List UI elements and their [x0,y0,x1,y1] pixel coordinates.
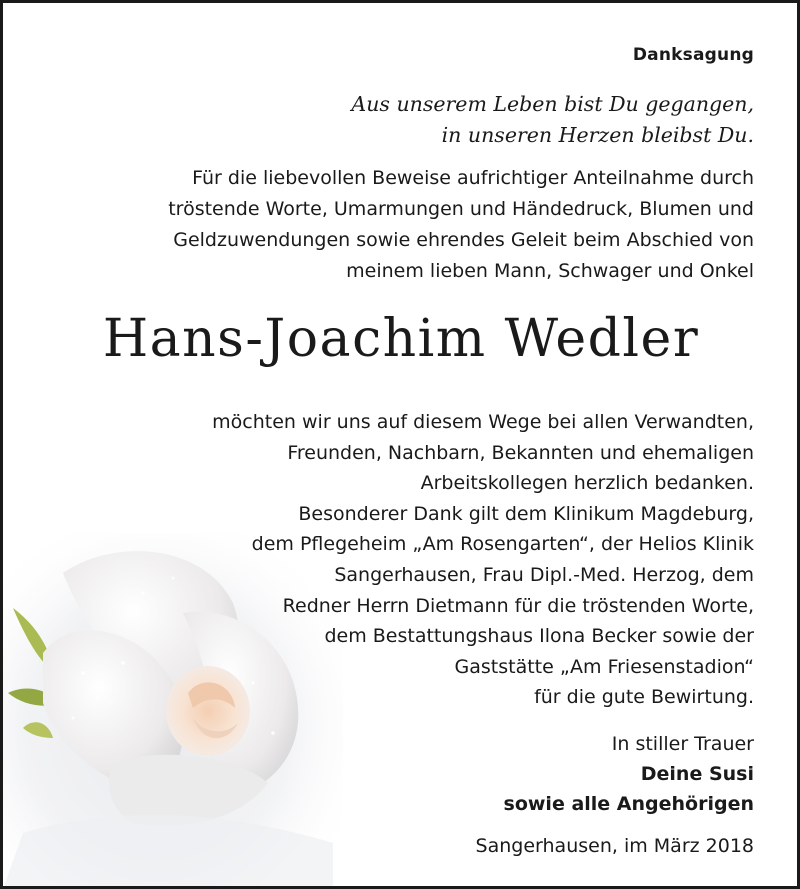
thanks-line: dem Pflegeheim „Am Rosengarten“, der Helios Klinik [251,533,754,556]
place-date: Sangerhausen, im März 2018 [475,835,754,857]
thanks-line: möchten wir uns auf diesem Wege bei allen Verwandten, [212,411,754,433]
thanks-line: Besonderer Dank gilt dem Klinikum Magdeburg, [298,502,754,525]
intro-paragraph [54,163,754,287]
signer-name: Deine Susi [640,763,754,785]
signature-block [504,729,754,819]
thanks-line: Redner Herrn Dietmann für die tröstenden Worte, [282,594,754,617]
motto-line: in unseren Herzen bleibst Du. [441,123,754,147]
mourning-line: In stiller Trauer [611,733,754,755]
thanks-line: Gaststätte „Am Friesenstadion“ [454,655,754,678]
thanks-line: Arbeitskollegen herzlich bedanken. [420,472,754,495]
intro-line: Geldzuwendungen sowie ehrendes Geleit beim Abschied von [173,229,754,251]
signer-relatives: sowie alle Angehörigen [503,793,754,815]
thanks-line: Freunden, Nachbarn, Bekannten und ehemaligen [287,441,754,464]
intro-line: tröstende Worte, Umarmungen und Händedruck, Blumen und [168,198,754,220]
memorial-motto [351,89,754,151]
notice-content [3,3,797,886]
notice-title: Danksagung [632,45,754,65]
intro-line: meinem lieben Mann, Schwager und Onkel [346,260,754,282]
intro-line: Für die liebevollen Beweise aufrichtiger Anteilnahme durch [192,167,754,189]
thanks-line: für die gute Bewirtung. [534,686,754,709]
thanks-line: dem Bestattungshaus Ilona Becker sowie der [324,625,754,648]
deceased-name: Hans-Joachim Wedler [102,309,700,369]
motto-line: Aus unserem Leben bist Du gegangen, [351,92,754,116]
thanks-line: Sangerhausen, Frau Dipl.-Med. Herzog, dem [334,563,754,586]
thanks-paragraph [114,407,754,713]
